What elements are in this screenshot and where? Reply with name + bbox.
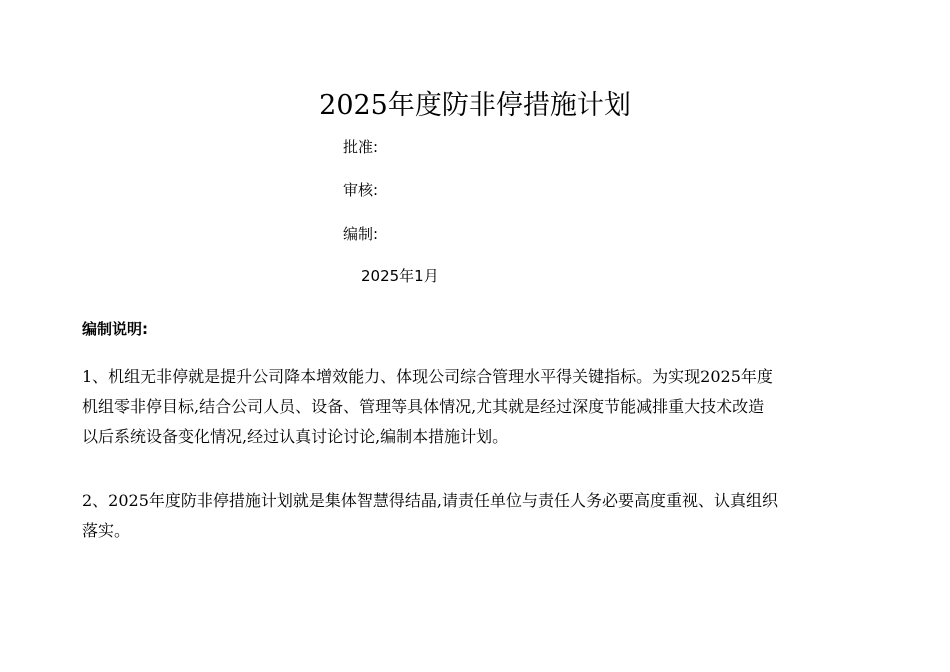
paragraph-line: 落实。 (82, 521, 131, 540)
compile-label: 编制: (343, 225, 379, 243)
document-date: 2025年1月 (361, 267, 439, 285)
title-year: 2025 (319, 90, 388, 121)
document-title (0, 86, 950, 126)
review-label: 审核: (343, 181, 379, 199)
notes-paragraph-2 (82, 486, 872, 546)
paragraph-line: 以后系统设备变化情况,经过认真讨论讨论,编制本措施计划。 (82, 427, 509, 446)
paragraph-line: 1、机组无非停就是提升公司降本增效能力、体现公司综合管理水平得关键指标。为实现2025年度 (82, 367, 773, 386)
notes-heading: 编制说明: (82, 320, 148, 338)
paragraph-line: 2、2025年度防非停措施计划就是集体智慧得结晶,请责任单位与责任人务必要高度重视、认真组织 (82, 491, 778, 510)
paragraph-line: 机组零非停目标,结合公司人员、设备、管理等具体情况,尤其就是经过深度节能减排重大技术改造 (82, 397, 765, 416)
approve-label: 批准: (343, 138, 379, 156)
notes-paragraph-1 (82, 362, 872, 452)
title-text: 年度防非停措施计划 (387, 90, 631, 121)
